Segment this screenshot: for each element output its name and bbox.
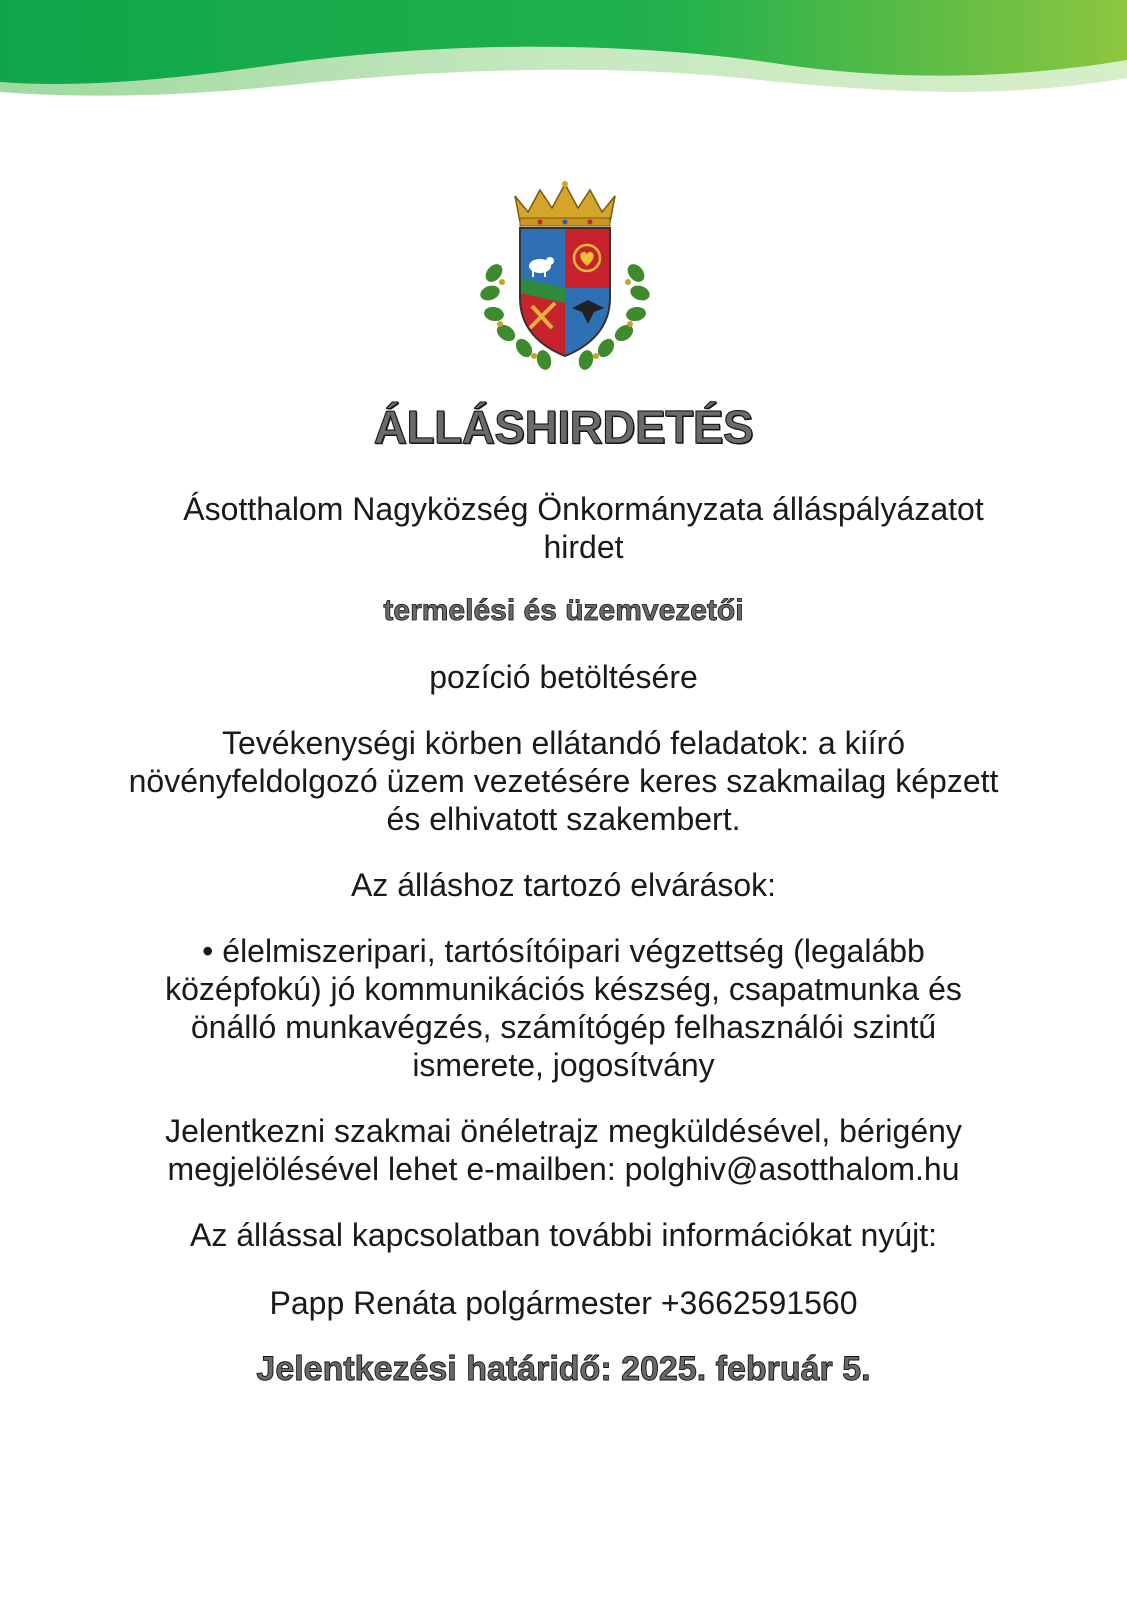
position-suffix: pozíció betöltésére	[429, 659, 698, 695]
application-line: Jelentkezni szakmai önéletrajz megküldésével, bérigény	[165, 1113, 962, 1149]
requirements-heading: Az álláshoz tartozó elvárások:	[350, 867, 777, 903]
requirements-line: önálló munkavégzés, számítógép felhasználói szintű	[190, 1009, 937, 1045]
intro-line: hirdet	[543, 529, 624, 565]
application-text	[40, 1112, 1087, 1188]
requirements-text	[40, 932, 1087, 1084]
page-title: ÁLLÁSHIRDETÉS	[373, 401, 754, 453]
intro-text	[40, 490, 1087, 566]
requirements-line: középfokú) jó kommunikációs készség, csapatmunka és	[165, 971, 962, 1007]
position-name: termelési és üzemvezetői	[383, 594, 744, 627]
application-deadline: Jelentkezési határidő: 2025. február 5.	[256, 1350, 871, 1388]
job-ad-content	[40, 400, 1087, 1389]
requirements-line: ismerete, jogosítvány	[412, 1047, 715, 1083]
application-line: megjelölésével lehet e-mailben: polghiv@asotthalom.hu	[167, 1151, 960, 1187]
requirements-line: • élelmiszeripari, tartósítóipari végzettség (legalább	[202, 933, 925, 969]
municipal-coat-of-arms-icon	[480, 178, 650, 374]
duties-line: Tevékenységi körben ellátandó feladatok: a kiíró	[221, 725, 906, 761]
duties-line: és elhivatott szakembert.	[386, 801, 741, 837]
top-wave-banner	[0, 0, 1127, 110]
contact-person: Papp Renáta polgármester +3662591560	[269, 1285, 858, 1321]
duties-line: növényfeldolgozó üzem vezetésére keres szakmailag képzett	[128, 763, 999, 799]
info-heading: Az állással kapcsolatban további információkat nyújt:	[189, 1217, 938, 1253]
intro-line: Ásotthalom Nagyközség Önkormányzata álláspályázatot	[183, 491, 984, 527]
duties-text	[40, 724, 1087, 838]
